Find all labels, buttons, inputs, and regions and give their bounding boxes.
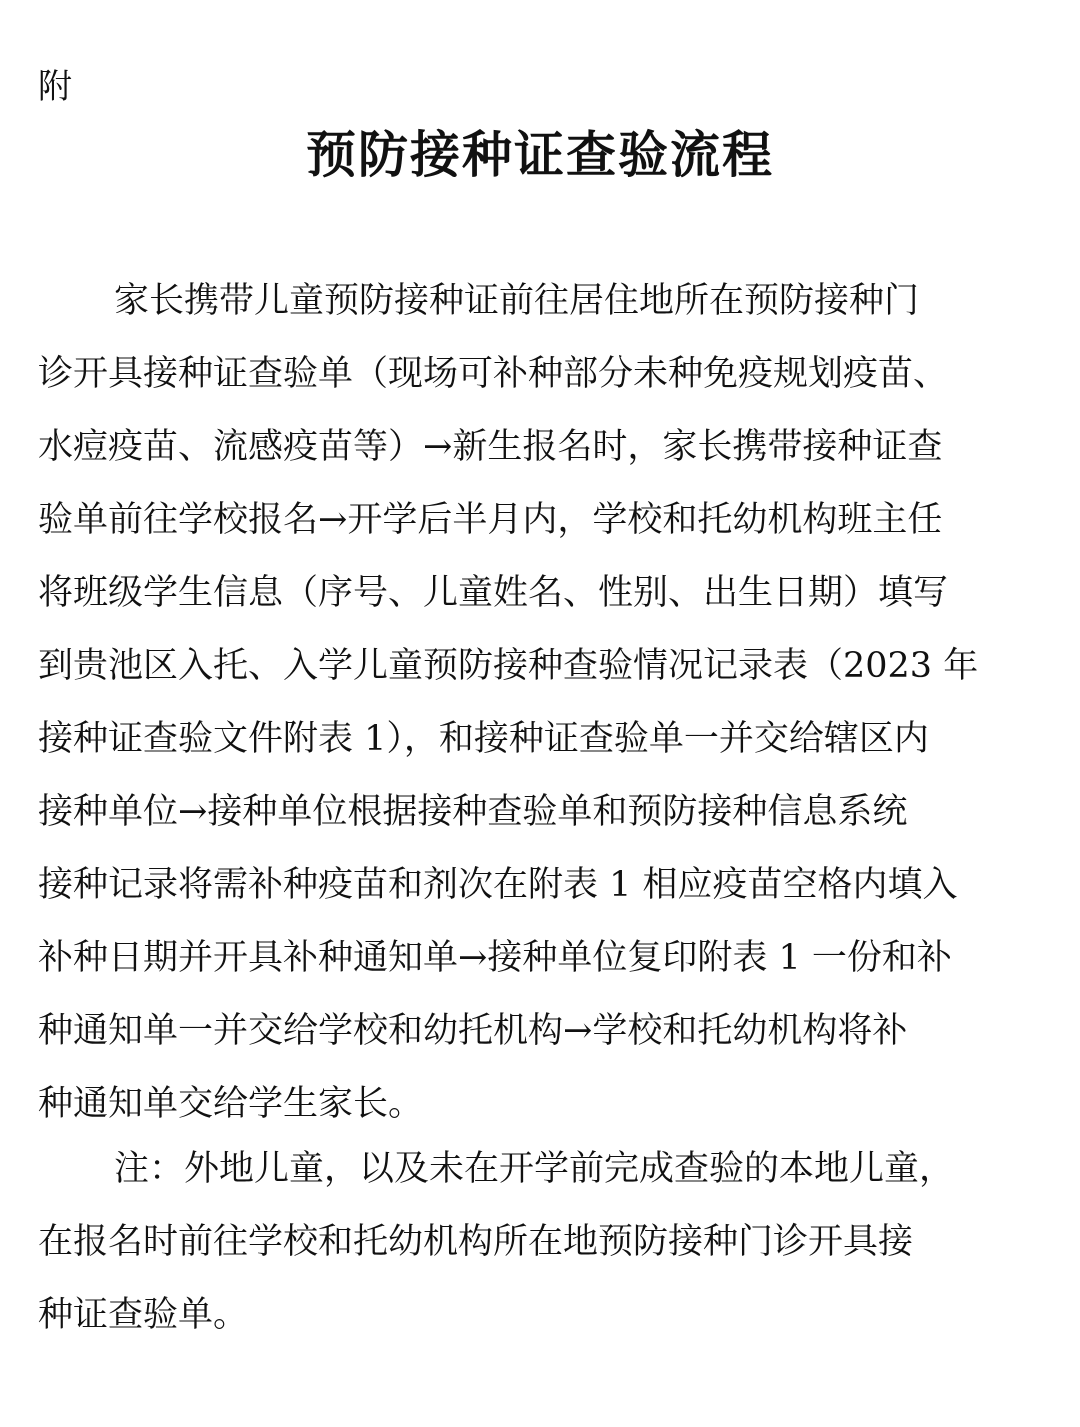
note-line: 在报名时前往学校和托幼机构所在地预防接种门诊开具接 bbox=[38, 1222, 914, 1262]
attachment-label: 附 bbox=[38, 67, 72, 107]
paragraph-line: 将班级学生信息（序号、儿童姓名、性别、出生日期）填写 bbox=[38, 573, 949, 613]
process-paragraph bbox=[38, 265, 1042, 1141]
paragraph-line: 补种日期并开具补种通知单→接种单位复印附表 1 一份和补 bbox=[38, 938, 952, 978]
paragraph-line: 接种证查验文件附表 1），和接种证查验单一并交给辖区内 bbox=[38, 719, 929, 759]
paragraph-line: 种通知单交给学生家长。 bbox=[38, 1084, 424, 1124]
document-title: 预防接种证查验流程 bbox=[306, 125, 774, 184]
paragraph-line: 到贵池区入托、入学儿童预防接种查验情况记录表（2023 年 bbox=[38, 646, 979, 686]
note-paragraph bbox=[38, 1133, 1042, 1352]
paragraph-line: 接种记录将需补种疫苗和剂次在附表 1 相应疫苗空格内填入 bbox=[38, 865, 958, 905]
note-line: 种证查验单。 bbox=[38, 1295, 249, 1335]
paragraph-line: 水痘疫苗、流感疫苗等）→新生报名时，家长携带接种证查 bbox=[38, 427, 943, 467]
paragraph-line: 家长携带儿童预防接种证前往居住地所在预防接种门 bbox=[114, 281, 920, 321]
note-line: 注：外地儿童，以及未在开学前完成查验的本地儿童， bbox=[114, 1149, 955, 1189]
paragraph-line: 种通知单一并交给学校和幼托机构→学校和托幼机构将补 bbox=[38, 1011, 908, 1051]
paragraph-line: 验单前往学校报名→开学后半月内，学校和托幼机构班主任 bbox=[38, 500, 943, 540]
paragraph-line: 诊开具接种证查验单（现场可补种部分未种免疫规划疫苗、 bbox=[38, 354, 949, 394]
paragraph-line: 接种单位→接种单位根据接种查验单和预防接种信息系统 bbox=[38, 792, 908, 832]
